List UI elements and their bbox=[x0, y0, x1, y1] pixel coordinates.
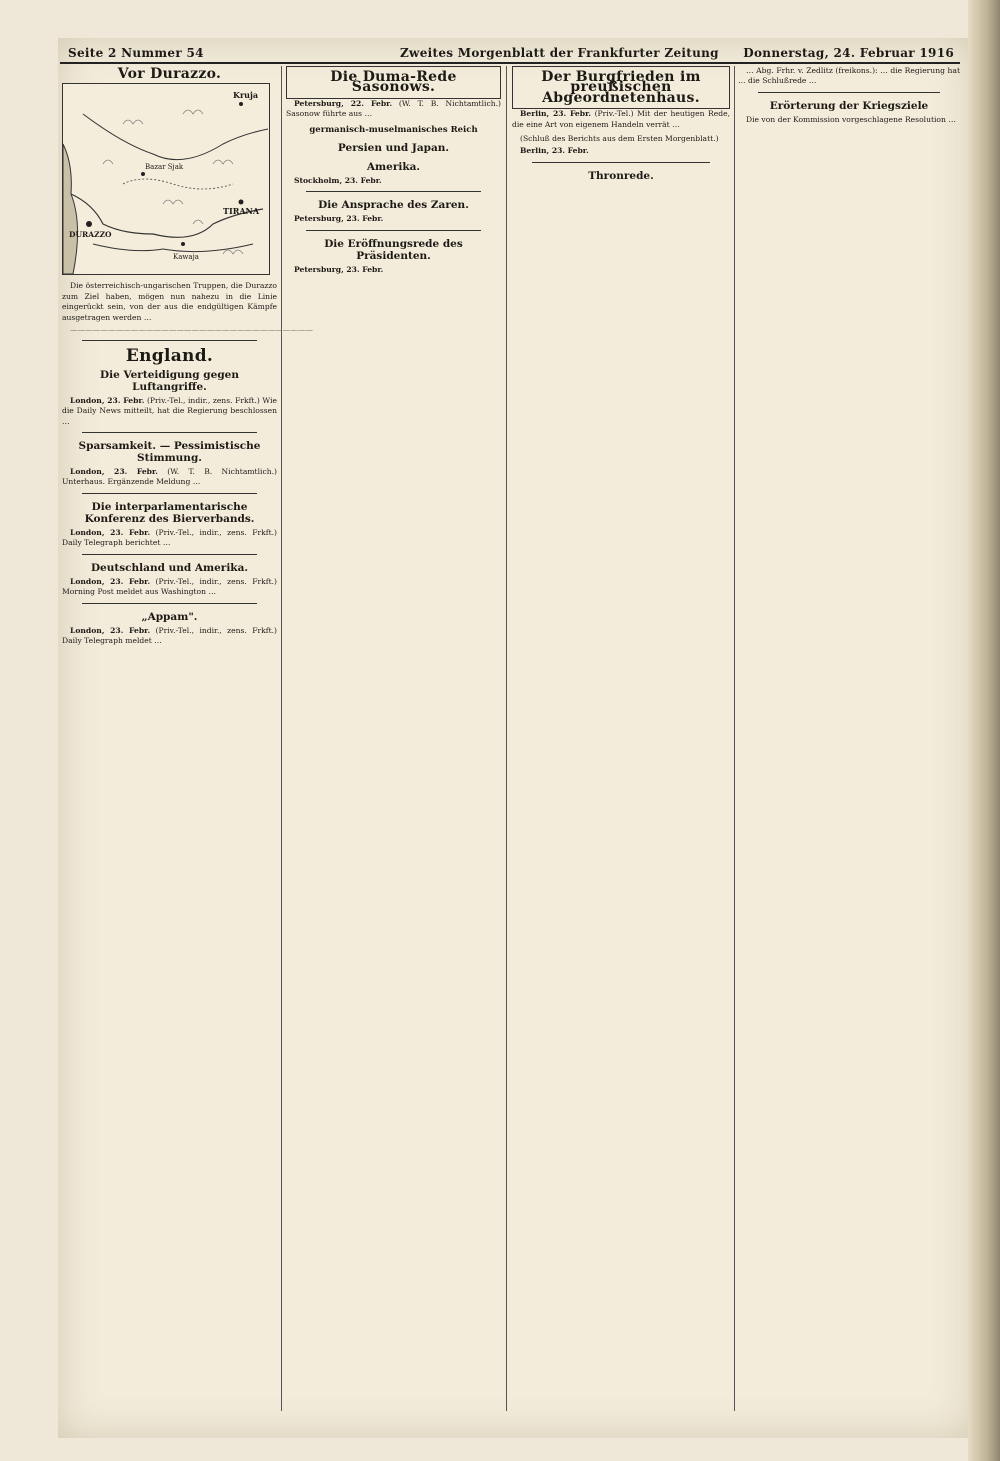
masthead bbox=[60, 44, 960, 64]
headline-tsar-speech: Die Ansprache des Zaren. bbox=[318, 199, 469, 212]
separator bbox=[532, 162, 710, 163]
article-text: (Priv.-Tel., indir., zens. Frkft.) Daily Telegraph meldet … bbox=[62, 625, 277, 645]
dateline: Berlin, 23. Febr. bbox=[520, 109, 592, 119]
issue-date: Donnerstag, 24. Februar 1916 bbox=[743, 46, 954, 60]
column-rule bbox=[281, 66, 282, 1411]
separator bbox=[306, 191, 481, 192]
map-label-bazar-sjak: Bazar Sjak bbox=[145, 163, 184, 172]
dateline: Petersburg, 22. Febr. bbox=[294, 98, 393, 108]
headline-england: England. bbox=[125, 346, 214, 367]
separator bbox=[82, 432, 257, 433]
paper-title: Zweites Morgenblatt der Frankfurter Zeitung bbox=[400, 46, 719, 60]
subhead-persia: Persien und Japan. bbox=[337, 142, 450, 155]
durazzo-map bbox=[62, 83, 270, 275]
dateline: Stockholm, 23. Febr. bbox=[294, 176, 382, 186]
masthead-rule bbox=[60, 62, 960, 64]
article-text: (Priv.-Tel., indir., zens. Frkft.) Morning Post meldet aus Washington … bbox=[62, 576, 277, 597]
durazzo-article: Die österreichisch-ungarischen Truppen, die Durazzo zum Ziel haben, mögen nun nahezu in die Linie eingerückt sein, von der aus die endgültigen Kämpfe ausgetragen werden … bbox=[62, 281, 277, 322]
section-title: Deutschland und Amerika. bbox=[90, 561, 249, 574]
column-rule bbox=[734, 66, 735, 1411]
article-text: (Priv.-Tel., indir., zens. Frkft.) Wie die Daily News mitteilt, hat die Regierung beschlossen … bbox=[62, 395, 278, 426]
dateline: London, 23. Febr. bbox=[70, 527, 151, 537]
map-label-kruja: Kruja bbox=[233, 90, 259, 101]
map-label-kawaja: Kawaja bbox=[173, 253, 199, 262]
section-title: Die Verteidigung gegen Luftangriffe. bbox=[100, 368, 239, 393]
page-number: Seite 2 Nummer 54 bbox=[68, 46, 204, 60]
dateline: London, 23. Febr. bbox=[70, 467, 158, 477]
dateline: London, 23. Febr. bbox=[70, 625, 151, 635]
separator bbox=[82, 603, 257, 604]
article-text: (Priv.-Tel., indir., zens. Frkft.) Daily Telegraph berichtet … bbox=[62, 527, 277, 548]
separator bbox=[82, 340, 257, 341]
article-text: Die von der Kommission vorgeschlagene Resolution … bbox=[746, 114, 956, 124]
editorial-note: (Schluß des Berichts aus dem Ersten Morgenblatt.) bbox=[520, 134, 719, 144]
map-label-tirana: TIRANA bbox=[223, 206, 260, 217]
map-label-durazzo: DURAZZO bbox=[69, 230, 112, 240]
column-1 bbox=[62, 66, 313, 1411]
headline-burgfrieden: Der Burgfrieden im preußischen Abgeordnetenhaus. bbox=[541, 69, 701, 106]
column-4 bbox=[738, 66, 960, 1411]
dateline: Berlin, 23. Febr. bbox=[520, 146, 589, 156]
article-text: … Abg. Frhr. v. Zedlitz (freikons.): … die Regierung hat … die Schlußrede … bbox=[738, 66, 960, 86]
subhead-america: Amerika. bbox=[366, 161, 421, 174]
separator bbox=[82, 493, 257, 494]
column-3 bbox=[512, 66, 730, 1411]
book-binding bbox=[968, 0, 1000, 1461]
separator bbox=[758, 92, 940, 93]
column-rule bbox=[506, 66, 507, 1411]
article-text: (Priv.-Tel.) Mit der heutigen Rede, die eine Art von eigenem Handeln verrät … bbox=[512, 109, 730, 129]
headline-duma: Die Duma-Rede Sasonows. bbox=[330, 69, 457, 96]
article-text: (W. T. B. Nichtamtlich.) Sasonow führte aus … bbox=[286, 98, 501, 119]
section-title: „Appam". bbox=[141, 610, 198, 623]
dateline: Petersburg, 23. Febr. bbox=[294, 214, 384, 224]
article-continuation: ———————————————————————————————— bbox=[70, 325, 313, 335]
article-text: (W. T. B. Nichtamtlich.) Unterhaus. Ergänzende Meldung … bbox=[62, 467, 277, 487]
subhead-thronrede: Thronrede. bbox=[588, 169, 654, 182]
headline-durazzo: Vor Durazzo. bbox=[117, 66, 222, 82]
separator bbox=[82, 554, 257, 555]
dateline: Petersburg, 23. Febr. bbox=[294, 264, 384, 274]
column-2 bbox=[286, 66, 501, 1411]
headline-war-aims: Erörterung der Kriegsziele bbox=[769, 99, 929, 112]
separator bbox=[306, 230, 481, 231]
headline-box bbox=[512, 66, 730, 109]
headline-box bbox=[286, 66, 501, 99]
map-drawing bbox=[63, 84, 269, 274]
subhead: germanisch-muselmanisches Reich bbox=[309, 124, 478, 135]
dateline: London, 23. Febr. bbox=[70, 576, 151, 586]
section-title: Sparsamkeit. — Pessimistische Stimmung. bbox=[78, 440, 261, 465]
headline-opening-speech: Die Eröffnungsrede des Präsidenten. bbox=[324, 237, 463, 262]
dateline: London, 23. Febr. bbox=[70, 395, 145, 405]
section-title: Die interparlamentarische Konferenz des Bierverbands. bbox=[84, 500, 255, 525]
